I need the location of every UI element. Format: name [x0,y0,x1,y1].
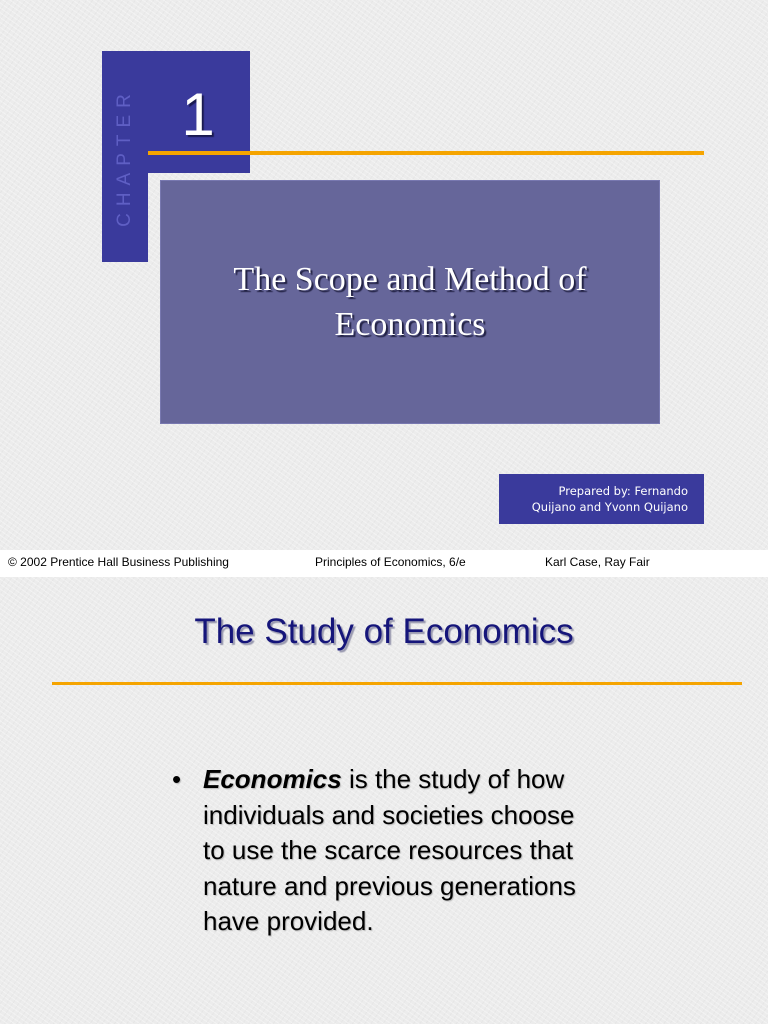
divider-line [148,151,704,155]
chapter-title [200,257,620,347]
bullet-item [172,762,592,940]
chapter-number: 1 [181,81,215,148]
bullet-icon: • [172,764,182,794]
bullet-body [203,762,592,940]
chapter-title-line1: The Scope and Method of [233,261,587,298]
chapter-label [102,51,148,262]
prepared-by-line1: Prepared by: Fernando [558,484,688,498]
footer-book: Principles of Economics, 6/e [315,555,466,569]
footer-bar [0,550,768,577]
slide-content [0,577,768,1024]
slide-title-heading: The Study of Economics [194,612,574,651]
bullet-text: is the study of how individuals and societies choose to use the scarce resources that nature and previous generations have provided. [203,764,576,936]
bullet-term: Economics [203,764,342,794]
prepared-by-line2: Quijano and Yvonn Quijano [531,500,688,514]
chapter-label-text: CHAPTER [114,86,136,227]
prepared-by-text [508,483,704,515]
chapter-title-line2: Economics [334,306,486,343]
prepared-by-box [499,474,704,524]
title-box [160,180,660,424]
footer-authors: Karl Case, Ray Fair [545,555,650,569]
footer-copyright: © 2002 Prentice Hall Business Publishing [8,555,229,569]
divider-line [52,682,742,685]
